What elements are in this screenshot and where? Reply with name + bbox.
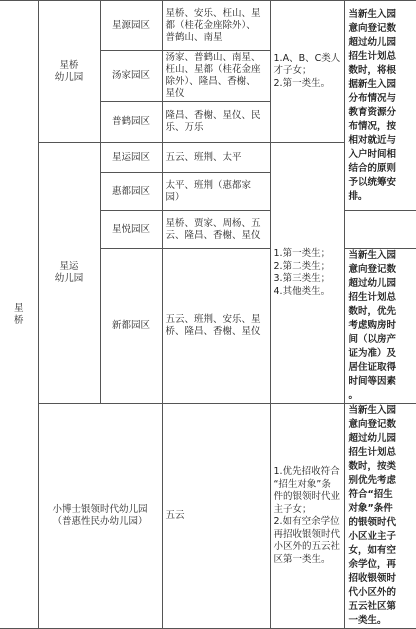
enrollment-area: 汤家、普鹤山、南星、 枉山、星都（桂花金座 除外）、隆昌、香榭、 星仪 [162, 51, 270, 102]
school-name: 小博士银领时代幼儿园 （普惠性民办幼儿园） [38, 404, 162, 629]
campus-name: 惠都园区 [100, 173, 162, 211]
school-name: 星运 幼儿园 [38, 143, 100, 404]
enrollment-area: 星桥、安乐、枉山、星 都（桂花金座除外）、 普鹤山、南星 [162, 1, 270, 51]
table-row [0, 1, 416, 51]
campus-name: 新都园区 [100, 249, 162, 404]
admission-policy: 1.优先招收符合 “招生对象”条 件的银领时代业 主子女； 2.如有空余学位 再招收银领时代 小区外的五云社 区第一类生。 [270, 404, 344, 629]
admission-policy: 1.A、B、C类人 才子女； 2.第一类生。 [270, 1, 344, 143]
enrollment-area: 五云、班荆、安乐、星 桥、隆昌、香榭、星仪 [162, 249, 270, 404]
enrollment-area: 星桥、贾家、周杨、五 云、隆昌、香榭、星仪 [162, 211, 270, 249]
campus-name: 星悦园区 [100, 211, 162, 249]
allocation-note: 当新生入园 意向登记数 超过幼儿园 招生计划总 数时，按类 别优先考虑 符合“招生 对象”条件 的银领时代 小区业主子 女，如有空 余学位，再 招收银领时 代小区外的 五云社区第 一类生。 [344, 404, 416, 629]
enrollment-area: 隆昌、香榭、星仪、民 乐、万乐 [162, 102, 270, 143]
campus-name: 汤家园区 [100, 51, 162, 102]
campus-name: 星运园区 [100, 143, 162, 173]
school-name: 星桥 幼儿园 [38, 1, 100, 143]
campus-name: 星源园区 [100, 1, 162, 51]
enrollment-area: 五云 [162, 404, 270, 629]
allocation-note: 当新生入园 意向登记数 超过幼儿园 招生计划总 数时，将根 据新生入园 分布情况与 教育资源分 布情况，按 相对就近与 入户时间相 结合的原则 予以统筹安 排。 [344, 1, 416, 211]
table-row [0, 404, 416, 629]
admission-policy: 1.第一类生； 2.第二类生； 3.第三类生； 4.其他类生。 [270, 143, 344, 404]
enrollment-area: 太平、班荆（惠都家 园） [162, 173, 270, 211]
street-cell: 星 桥 [0, 1, 38, 629]
campus-name: 普鹤园区 [100, 102, 162, 143]
enrollment-area: 五云、班荆、太平 [162, 143, 270, 173]
allocation-note: 当新生入园 意向登记数 超过幼儿园 招生计划总 数时，优先 考虑购房时 间（以房产 证为准）及 居住证取得 时间等因素 。 [344, 249, 416, 404]
